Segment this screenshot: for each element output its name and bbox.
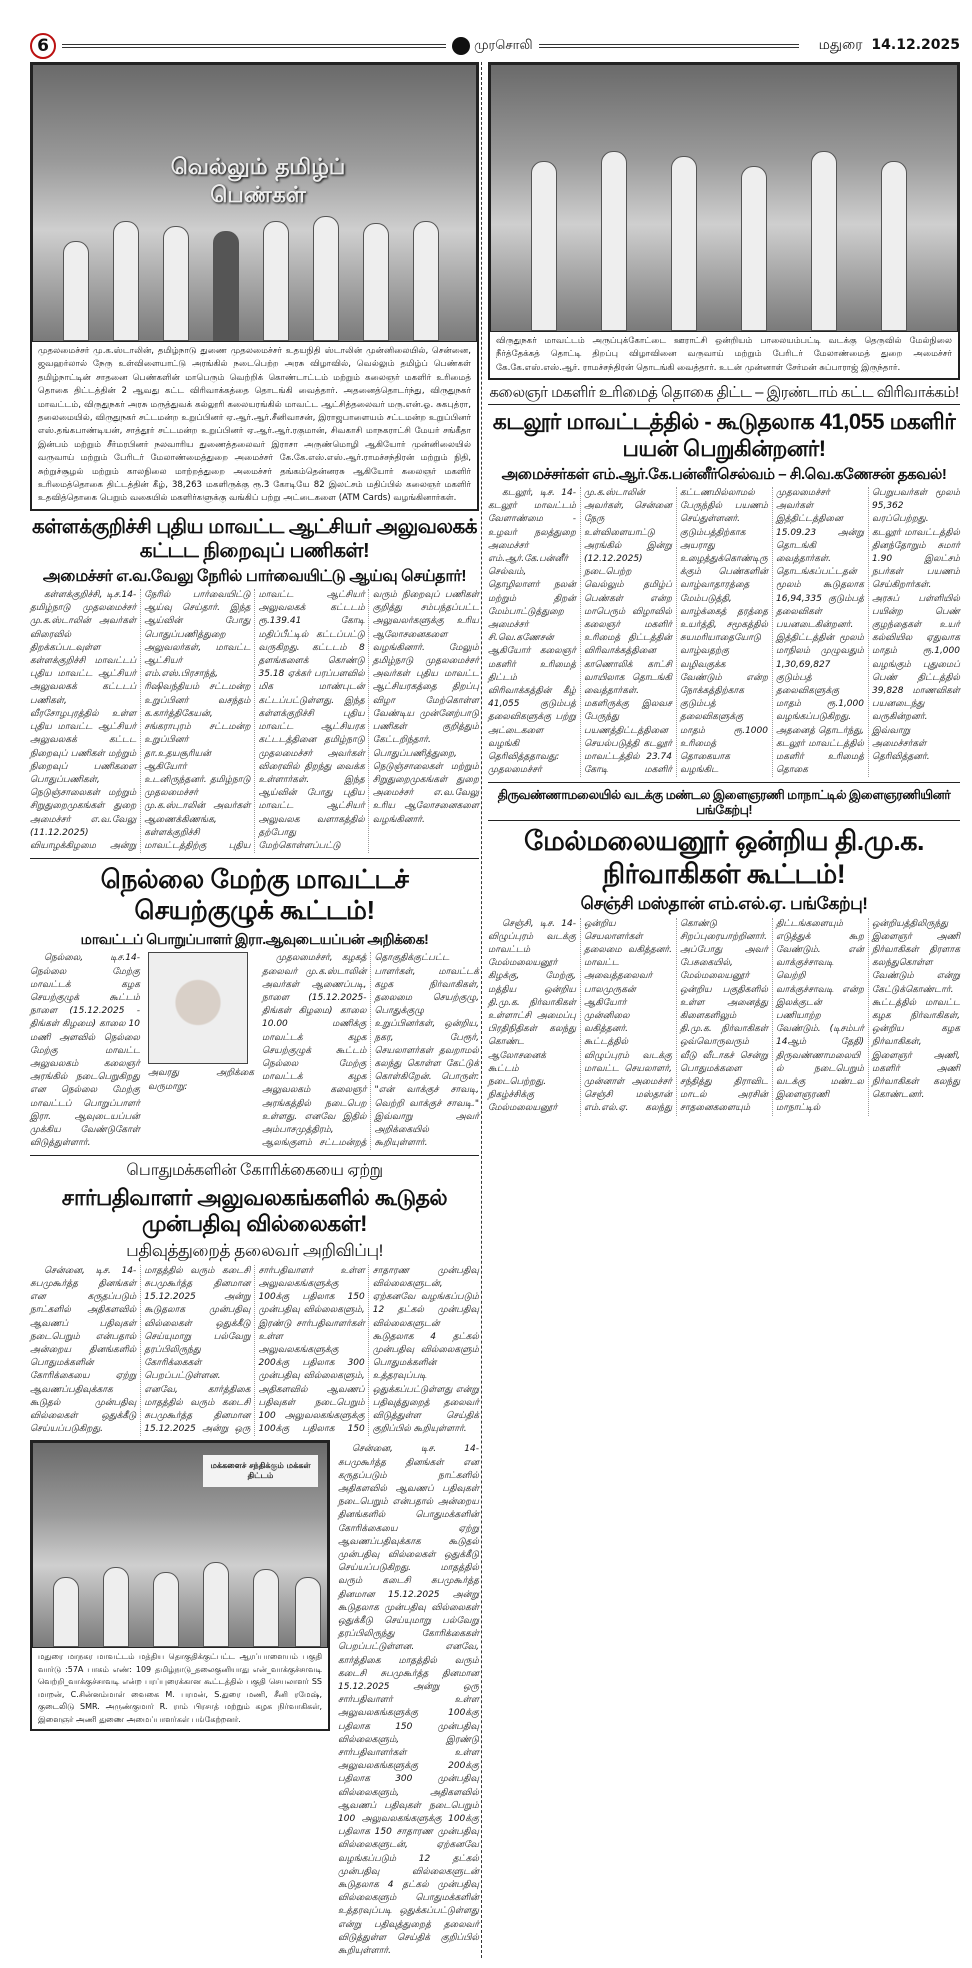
subhead-kallakurichi: அமைச்சர் எ.வ.வேலு நேரில் பார்வையிட்டு ஆய்வு செய்தார்! [42, 567, 467, 585]
article-body-registration-side [338, 1443, 479, 1958]
city: மதுரை [818, 37, 863, 53]
photo-box-madurai [30, 1440, 330, 1731]
article-text: சென்னை, டிச. 14- சுபமுகூர்த்த தினங்கள் என கருதப்படும் நாட்களில் அதிகளவில் ஆவணப் பதிவுகள் நடைபெறும் என்பதால் அன்றைய தினங்களில் பொதுமக்களின் கோரிக்கையை ஏற்று ஆவணப்பதிவுக்காக கூடுதல் முன்பதிவு வில்லைகள் ஒதுக்கீடு செய்யப்படுகிறது. மாதத்தில் வரும் கடைசி சுபமுகூர்த்த தினமான 15.12.2025 அன்று கூடுதலாக முன்பதிவு வில்லைகள் ஒதுக்கீடு செய்யுமாறு பல்வேறு தரப்பிலிருந்து கோரிக்கைகள் பெறப்பட்டுள்ளன. எனவே, கார்த்திகை மாதத்தில் வரும் கடைசி சுபமுகூர்த்த தினமான 15.12.2025 அன்று ஒரு சார்பதிவாளர் உள்ள அலுவலகங்களுக்கு 100க்கு பதிலாக 150 முன்பதிவு வில்லைகளும், இரண்டு சார்பதிவாளர்கள் உள்ள அலுவலகங்களுக்கு 200க்கு பதிலாக 300 முன்பதிவு வில்லைகளும், அதிகளவில் ஆவணப் பதிவுகள் நடைபெறும் 100 அலுவலகங்களுக்கு 100க்கு பதிலாக 150 சாதாரண முன்பதிவு வில்லைகளுடன், ஏற்கனவே வழங்கப்படும் 12 தட்கல் முன்பதிவு வில்லைகளுடன் கூடுதலாக 4 தட்கல் முன்பதிவு வில்லைகளும் பொதுமக்களின் உத்தரவுப்படி ஒதுக்கப்பட்டுள்ளது என்று பதிவுத்துறைத் தலைவர் விடுத்துள்ள செய்திக் குறிப்பில் கூறியுள்ளார். [338, 1444, 479, 1957]
header-rule-right [539, 44, 799, 48]
subhead-registration: பதிவுத்துறைத் தலைவர் அறிவிப்பு! [126, 1241, 383, 1261]
photo-caption-left: முதலமைச்சர் மு.க.ஸ்டாலின், தமிழ்நாடு துணை முதலமைச்சர் உதயநிதி ஸ்டாலின் முன்னிலையில், சென்னை, ஜவஹர்லால் நேரு உள்விளையாட்டு அரங்கில் நடைபெற்ற அரசு விழாவில், வெல்லும் தமிழ்ப் பெண்கள் தமிழ்நாட்டின் சாதனை பெண்களின் மாபெரும் வெற்றிக் கொண்டாட்டம் மற்றும் கலைஞர் மகளிர் உரிமைத் தொகை திட்டத்தின் 2 ஆவது கட்ட விரிவாக்கத்தை தொடங்கி வைத்தார். அதனைத்தொடர்ந்து, விருதுநகர் மாவட்டம், விருதுநகர் அரசு மருத்துவக் கல்லூரி கலையரங்கில் மாவட்ட ஆட்சித்தலைவர் மரு.என்.ஓ. சுகபுத்ரா, தலைமையில், விருதுநகர் சட்டமன்ற உறுப்பினர் ஏ.ஆர்.ஆர்.சீனிவாசன், இராஜபாளையம் சட்டமன்ற உறுப்பினர் எஸ்.தங்கபாண்டியன், சாத்தூர் சட்டமன்ற உறுப்பினர் ஏ.ஆர்.ஆர்.ரகுமான், சிவகாசி மாநகராட்சி மேயர் சங்கீதா இன்பம் மற்றும் சீர்மரபினர் நலவாரிய துணைத்தலைவர் இராசா அருண்மொழி ஆகியோர் முன்னிலையில் வருவாய் மற்றும் பேரிடர் மேலாண்மைத்துறை அமைச்சர் கே.கே.எஸ்.எஸ்.ஆர்.ராமச்சந்திரன் மற்றும் நிதி, சுற்றுச்சூழல் மற்றும் காலநிலை மாற்றத்துறை அமைச்சர் தங்கம்தென்னரசு ஆகியோர் கலைஞர் மகளிர் உரிமைத்தொகை திட்டத்தின் கீழ், 38,263 மகளிருக்கு ரூ.3 கோடியே 82 இலட்சம் மதிப்பில் கலைஞர் மகளிர் உதவித்தொகை பெறும் வகையில் மகளிர்களுக்கு வங்கிப் பற்று அட்டைகளை (ATM Cards) வழங்கினார்கள். [38, 346, 471, 504]
photo-banner: மக்களைச் சந்திக்கும் மக்கள் திட்டம் [203, 1455, 318, 1487]
article-body-cuddalore [488, 487, 960, 777]
article-nellai [30, 949, 479, 1150]
portrait-block [148, 952, 254, 1093]
rising-sun-logo-icon [452, 37, 470, 55]
photo-caption-madurai: மதுரை மாநகர மாவட்டம் மத்திய தொகுதிக்குட்பட்ட ஆரப்பாளையம் பகுதி வார்டு :57A பாகம் எண்: 109 தமிழ்நாடு_தலைகுனியாது என்_வாக்குச்சாவடி வெற்றி_வாக்குச்சாவடி என்ற பரப்புரைக்கான கூட்டத்தில் பகுதி செயலாளர் SS மாறன், C.சின்னம்மாள் வைகை M. பரமன், S.துரை மணி, சீனி ரமேஷ், குடைலிடு SMR. அருண்குமார் R. ராம் பிரசாத் மற்றும் கழக நிர்வாகிகள், இளைஞர் அணி துணை அமைப்பாளர்கள் பங்கேற்றனர். [38, 1652, 322, 1724]
registration-photo-row [30, 1440, 479, 1958]
right-column [488, 62, 960, 1958]
article-body-melmalaiyanur [488, 918, 960, 1116]
divider [30, 858, 479, 859]
portrait-photo [148, 952, 248, 1064]
photo-box-left [30, 62, 479, 511]
article-text: முதலமைச்சர், கழகத் தலைவர் மு.க.ஸ்டாலின் அவர்கள் ஆணைப்படி, நாளை (15.12.2025- திங்கள் கிழமை) காலை 10.00 மணிக்கு மாவட்டக் கழக செயற்குழுக் கூட்டம் நெல்லை மேற்கு மாவட்டக் கழக அலுவலகம் கலைஞர் அரங்கத்தில் நடைபெற உள்ளது. எனவே இதில் அம்பாசமுத்திரம், ஆலங்குளம் சட்டமன்றத் தொகுதிக்குட்பட்ட பாளர்கள், மாவட்டக் கழக நிர்வாகிகள், தலைமை செயற்குழு, பொதுக்குழு உறுப்பினர்கள், ஒன்றிய, நகர, பேரூர், செயலாளர்கள் தவறாமல் கலந்து கொள்ள கேட்டுக் கொள்கிறேன். பொருள்: "என் வாக்குச் சாவடி, வெற்றி வாக்குச் சாவடி." இவ்வாறு அவர் அறிக்கையில் கூறியுள்ளார். [262, 953, 479, 1149]
masthead-title: முரசொலி [474, 38, 533, 53]
kicker-cuddalore: கலைஞர் மகளிர் உரிமைத் தொகை திட்ட – இரண்டாம் கட்ட விரிவாக்கம்! [489, 384, 959, 402]
photo-banner-text: வெல்லும் தமிழ்ப் பெண்கள் [170, 155, 346, 208]
headline-cuddalore: கடலூர் மாவட்டத்தில் - கூடுதலாக 41,055 மகளிர் பயன் பெறுகின்றனர்! [492, 409, 956, 461]
article-text: கள்ளக்குறிச்சி, டிச.14- தமிழ்நாடு முதலமைச்சர் மு.க.ஸ்டாலின் அவர்கள் விரைவில் திறக்கப்படவுள்ள கள்ளக்குறிச்சி மாவட்டப் புதிய மாவட்ட ஆட்சியர் அலுவலகக் கட்டடப் பணிகள், வீரசோழபுரத்தில் உள்ள புதிய மாவட்ட ஆட்சியர் அலுவலகக் கட்டட நிறைவுப் பணிகள் மற்றும் நிறைவுப் பணிகளை பொதுப்பணிகள், நெடுஞ்சாலைகள் மற்றும் சிறுதுறைமுகங்கள் துறை அமைச்சர் எ.வ.வேலு (11.12.2025) வியாழக்கிழமை அன்று நேரில் பார்வையிட்டு ஆய்வு செய்தார். இந்த ஆய்வின் போது பொதுப்பணித்துறை அலுவலர்கள், மாவட்ட ஆட்சியர் எம்.எஸ்.பிரசாந்த், ரிஷிவந்தியம் சட்டமன்ற உறுப்பினர் வசந்தம் க.கார்த்திகேயன், சங்கராபுரம் சட்டமன்ற உறுப்பினர் தா.உதயசூரியன் ஆகியோர் உடனிருந்தனர். தமிழ்நாடு முதலமைச்சர் மு.க.ஸ்டாலின் அவர்கள் ஆணைக்கிணங்க, கள்ளக்குறிச்சி மாவட்டத்திற்கு புதிய மாவட்ட ஆட்சியர் அலுவலகக் கட்டடம் ரூ.139.41 கோடி மதிப்பீட்டில் கட்டப்பட்டு வருகிறது. கட்டடம் 8 தளங்களைக் கொண்டு 35.18 ஏக்கர் பரப்பளவில் மிக மாண்புடன் கட்டப்பட்டுள்ளது. இந்த கள்ளக்குறிச்சி புதிய மாவட்ட ஆட்சியரக கட்டடத்தினை தமிழ்நாடு முதலமைச்சர் அவர்கள் விரைவில் திறந்து வைக்க உள்ளார்கள். இந்த ஆய்வின் போது புதிய மாவட்ட ஆட்சியர் அலுவலக வளாகத்தில் தற்போது மேற்கொள்ளப்பட்டு வரும் நிறைவுப் பணிகள் குறித்து சம்பந்தப்பட்ட அலுவலர்களுக்கு உரிய ஆலோசனைகளை வழங்கினார். மேலும் தமிழ்நாடு முதலமைச்சர் அவர்கள் புதிய மாவட்ட ஆட்சியரகத்தை திறப்பு விழா மேற்கொள்ள வேண்டிய முன்னேற்பாடு பணிகள் குறித்தும் கேட்டறிந்தார். பொதுப்பணித்துறை, நெடுஞ்சாலைகள் மற்றும் சிறுதுறைமுகங்கள் துறை அமைச்சர் எ.வ.வேலு உரிய ஆலோசனைகளை வழங்கினார். [30, 590, 479, 851]
headline-registration: சார்பதிவாளர் அலுவலகங்களில் கூடுதல் முன்பதிவு வில்லைகள்! [61, 1184, 448, 1236]
header-rule-left [62, 44, 446, 48]
divider [30, 1155, 479, 1156]
subhead-nellai: மாவட்டப் பொறுப்பாளர் இரா.ஆவுடையப்பன் அறிக்கை! [80, 930, 429, 947]
article-body-kallakurichi [30, 589, 479, 853]
headline-nellai: நெல்லை மேற்கு மாவட்டச் செயற்குழுக் கூட்டம்! [100, 864, 409, 926]
date: 14.12.2025 [871, 37, 960, 53]
headline-melmalaiyanur: மேல்மலையனூர் ஒன்றிய தி.மு.க. நிர்வாகிகள் கூட்டம்! [523, 826, 925, 889]
event-photo-right [490, 64, 958, 332]
kicker-registration: பொதுமக்களின் கோரிக்கையை ஏற்று [126, 1162, 383, 1180]
headline-kallakurichi: கள்ளக்குறிச்சி புதிய மாவட்ட ஆட்சியர் அலுவலகக் கட்டட நிறைவுப் பணிகள்! [31, 515, 478, 562]
portrait-caption: அவரது அறிக்கை வருமாறு: [148, 1068, 254, 1092]
meeting-photo [32, 1442, 328, 1648]
left-column [30, 62, 482, 1958]
photo-box-right [488, 62, 960, 380]
dateline [819, 37, 960, 55]
event-photo-left [32, 64, 477, 342]
subhead-melmalaiyanur: செஞ்சி மஸ்தான் எம்.எல்.ஏ. பங்கேற்பு! [580, 894, 868, 914]
article-text: சென்னை, டிச. 14- சுபமுகூர்த்த தினங்கள் என கருதப்படும் நாட்களில் அதிகளவில் ஆவணப் பதிவுகள் நடைபெறும் என்பதால் அன்றைய தினங்களில் பொதுமக்களின் கோரிக்கையை ஏற்று ஆவணப்பதிவுக்காக கூடுதல் முன்பதிவு வில்லைகள் ஒதுக்கீடு செய்யப்படுகிறது. மாதத்தில் வரும் கடைசி சுபமுகூர்த்த தினமான 15.12.2025 அன்று கூடுதலாக முன்பதிவு வில்லைகள் ஒதுக்கீடு செய்யுமாறு பல்வேறு தரப்பிலிருந்து கோரிக்கைகள் பெறப்பட்டுள்ளன. எனவே, கார்த்திகை மாதத்தில் வரும் கடைசி சுபமுகூர்த்த தினமான 15.12.2025 அன்று ஒரு சார்பதிவாளர் உள்ள அலுவலகங்களுக்கு 100க்கு பதிலாக 150 முன்பதிவு வில்லைகளும், இரண்டு சார்பதிவாளர்கள் உள்ள அலுவலகங்களுக்கு 200க்கு பதிலாக 300 முன்பதிவு வில்லைகளும், அதிகளவில் ஆவணப் பதிவுகள் நடைபெறும் 100 அலுவலகங்களுக்கு 100க்கு பதிலாக 150 சாதாரண முன்பதிவு வில்லைகளுடன், ஏற்கனவே வழங்கப்படும் 12 தட்கல் முன்பதிவு வில்லைகளுடன் கூடுதலாக 4 தட்கல் முன்பதிவு வில்லைகளும் பொதுமக்களின் உத்தரவுப்படி ஒதுக்கப்பட்டுள்ளது என்று பதிவுத்துறைத் தலைவர் விடுத்துள்ள செய்திக் குறிப்பில் கூறியுள்ளார். [30, 1265, 479, 1435]
divider [488, 782, 960, 783]
subhead-cuddalore: அமைச்சர்கள் எம்.ஆர்.கே.பன்னீர்செல்வம் – சி.வெ.கணேசன் தகவல்! [501, 466, 947, 483]
divider [488, 820, 960, 821]
page-header [30, 32, 960, 60]
page-body [30, 62, 960, 1958]
article-text: நெல்லை, டிச.14- நெல்லை மேற்கு மாவட்டக் கழக செயற்குழுக் கூட்டம் நாளை (15.12.2025 - திங்கள் கிழமை) காலை 10 மணி அளவில் நெல்லை மேற்கு மாவட்ட அலுவலகம் கலைஞர் அரங்கில் நடைபெறுகிறது என நெல்லை மேற்கு மாவட்டப் பொறுப்பாளர் இரா. ஆவுடையப்பன் முக்கிய வேண்டுகோள் விடுத்துள்ளார். [30, 953, 140, 1149]
divider [488, 404, 960, 405]
article-text: கடலூர், டிச. 14- கடலூர் மாவட்டம் வேளாண்மை - உழவர் நலத்துறை அமைச்சர் எம்.ஆர்.கே.பன்னீர்செல்வம், தொழிலாளர் நலன் மற்றும் திறன் மேம்பாட்டுத்துறை அமைச்சர் சி.வெ.கணேசன் ஆகியோர் கலைஞர் மகளிர் உரிமைத் திட்டம் விரிவாக்கத்தின் கீழ் 41,055 குடும்பத் தலைவிகளுக்கு பற்று அட்டைகளை வழங்கி தெரிவித்ததாவது: முதலமைச்சர் மு.க.ஸ்டாலின் அவர்கள், சென்னை நேரு உள்விளையாட்டு அரங்கில் இன்று (12.12.2025) நடைபெற்ற வெல்லும் தமிழ்ப் பெண்கள் என்ற மாபெரும் விழாவில் கலைஞர் மகளிர் உரிமைத் திட்டத்தின் விரிவாக்கத்தினை காணொலிக் காட்சி வாயிலாக தொடங்கி வைத்தார்கள். மகளிருக்கு இலவச பேருந்து பயணத்திட்டத்தினை செயல்படுத்தி கடலூர் மாவட்டத்தில் 23.74 கோடி மகளிர் கட்டணமில்லாமல் பேருந்தில் பயணம் செய்துள்ளனர். குடும்பத்திற்காக அயராது உழைத்துக்கொண்டிருக்கும் பெண்களின் வாழ்வாதாரத்தை மேம்படுத்தி, வாழ்க்கைத் தரத்தை உயர்த்தி, சமூகத்தில் சுயமரியாதையோடு வாழ்வதற்கு வழிவகுக்க வேண்டும் என்ற நோக்கத்திற்காக குடும்பத் தலைவிகளுக்கு மாதம் ரூ.1000 உரிமைத் தொகையாக வழங்கிட முதலமைச்சர் அவர்கள் இத்திட்டத்தினை 15.09.23 அன்று தொடங்கி வைத்தார்கள். தொடங்கப்பட்டதன் மூலம் கூடுதலாக 16,94,335 குடும்பத் தலைவிகள் பயனடைகின்றனர். இத்திட்டத்தின் மூலம் மாநிலம் முழுவதும் 1,30,69,827 குடும்பத் தலைவிகளுக்கு மாதம் ரூ.1,000 வழங்கப்படுகிறது. அதனைத் தொடர்ந்து, கடலூர் மாவட்டத்தில் மகளிர் உரிமைத் தொகை பெறுபவர்கள் மூலம் 95,362 வரப்பெற்றது. கடலூர் மாவட்டத்தில் தினந்தோறும் சுமார் 1.90 இலட்சம் நபர்கள் பயணம் செய்கிறார்கள். அரசுப் பள்ளியில் பயின்ற பெண் குழந்தைகள் உயர் கல்வியில ஏதுவாக மாதம் ரூ.1,000 வழங்கும் புதுமைப் பெண் திட்டத்தில் 39,828 மாணவிகள் பயனடைந்து வருகின்றனர். இவ்வாறு அமைச்சர்கள் தெரிவித்தனர். [488, 488, 960, 776]
masthead [452, 37, 533, 55]
article-body-nellai-right [262, 952, 479, 1150]
article-body-nellai-left [30, 952, 140, 1150]
article-text: செஞ்சி, டிச. 14- விழுப்புரம் வடக்கு மாவட்டம் மேல்மலையனூர் கிழக்கு, மேற்கு, மத்திய ஒன்றிய தி.மு.க. நிர்வாகிகள் உள்ளாட்சி அமைப்பு பிரதிநிதிகள் கலந்து கொண்ட ஆலோசனைக் கூட்டம் நடைபெற்றது. நிகழ்ச்சிக்கு மேல்மலையனூர் ஒன்றிய செயலாளர்கள் தலைமை வகித்தனர். மாவட்ட அவைத்தலைவர் பாலமுருகன் ஆகியோர் முன்னிலை வகித்தனர். கூட்டத்தில் விழுப்புரம் வடக்கு மாவட்ட செயலாளர், முன்னாள் அமைச்சர் செஞ்சி மஸ்தான் எம்.எல்.ஏ. கலந்து கொண்டு சிறப்புரையாற்றினார். அப்போது அவர் பேசுகையில், மேல்மலையனூர் ஒன்றிய பகுதிகளில் உள்ள அனைத்து கிளைகளிலும் தி.மு.க. நிர்வாகிகள் ஒவ்வொருவரும் வீடு வீடாகச் சென்று பொதுமக்களை சந்தித்து திராவிட மாடல் அரசின் சாதனைகளையும் திட்டங்களையும் எடுத்துக் கூற வேண்டும். என் வாக்குச்சாவடி வெற்றி வாக்குச்சாவடி என்ற இலக்குடன் பணியாற்ற வேண்டும். (டிசம்பர் 14ஆம் தேதி) திருவண்ணாமலையில் நடைபெறும் வடக்கு மண்டல இளைஞரணி மாநாட்டில் ஒன்றியத்திலிருந்து இளைஞர் அணி நிர்வாகிகள் திரளாக கலந்துகொள்ள வேண்டும் என்று கேட்டுக்கொண்டார். கூட்டத்தில் மாவட்ட கழக நிர்வாகிகள், ஒன்றிய கழக நிர்வாகிகள், இளைஞர் அணி, மகளிர் அணி நிர்வாகிகள் கலந்து கொண்டனர். [488, 918, 960, 1114]
kicker-melmalaiyanur: திருவண்ணாமலையில் வடக்கு மண்டல இளைஞரணி மாநாட்டில் இளைஞரணியினர் பங்கேற்பு! [497, 788, 951, 818]
article-body-registration-top [30, 1265, 479, 1437]
photo-caption-right: விருதுநகர் மாவட்டம் அருப்புக்கோட்டை ஊராட்சி ஒன்றியம் பாலையம்பட்டி வடக்கு தெருவில் மேல்நிலை நீர்த்தேக்கத் தொட்டி திறப்பு விழாவினை வருவாய் மற்றும் பேரிடர் மேலாண்மைத் துறை அமைச்சர் கே.கே.எஸ்.எஸ்.ஆர். ராமச்சந்திரன் தொடங்கி வைத்தார். உடன் முன்னாள் சேர்மன் சுப்பாராஜ் இருந்தார். [496, 336, 952, 373]
page-number: 6 [30, 33, 56, 59]
